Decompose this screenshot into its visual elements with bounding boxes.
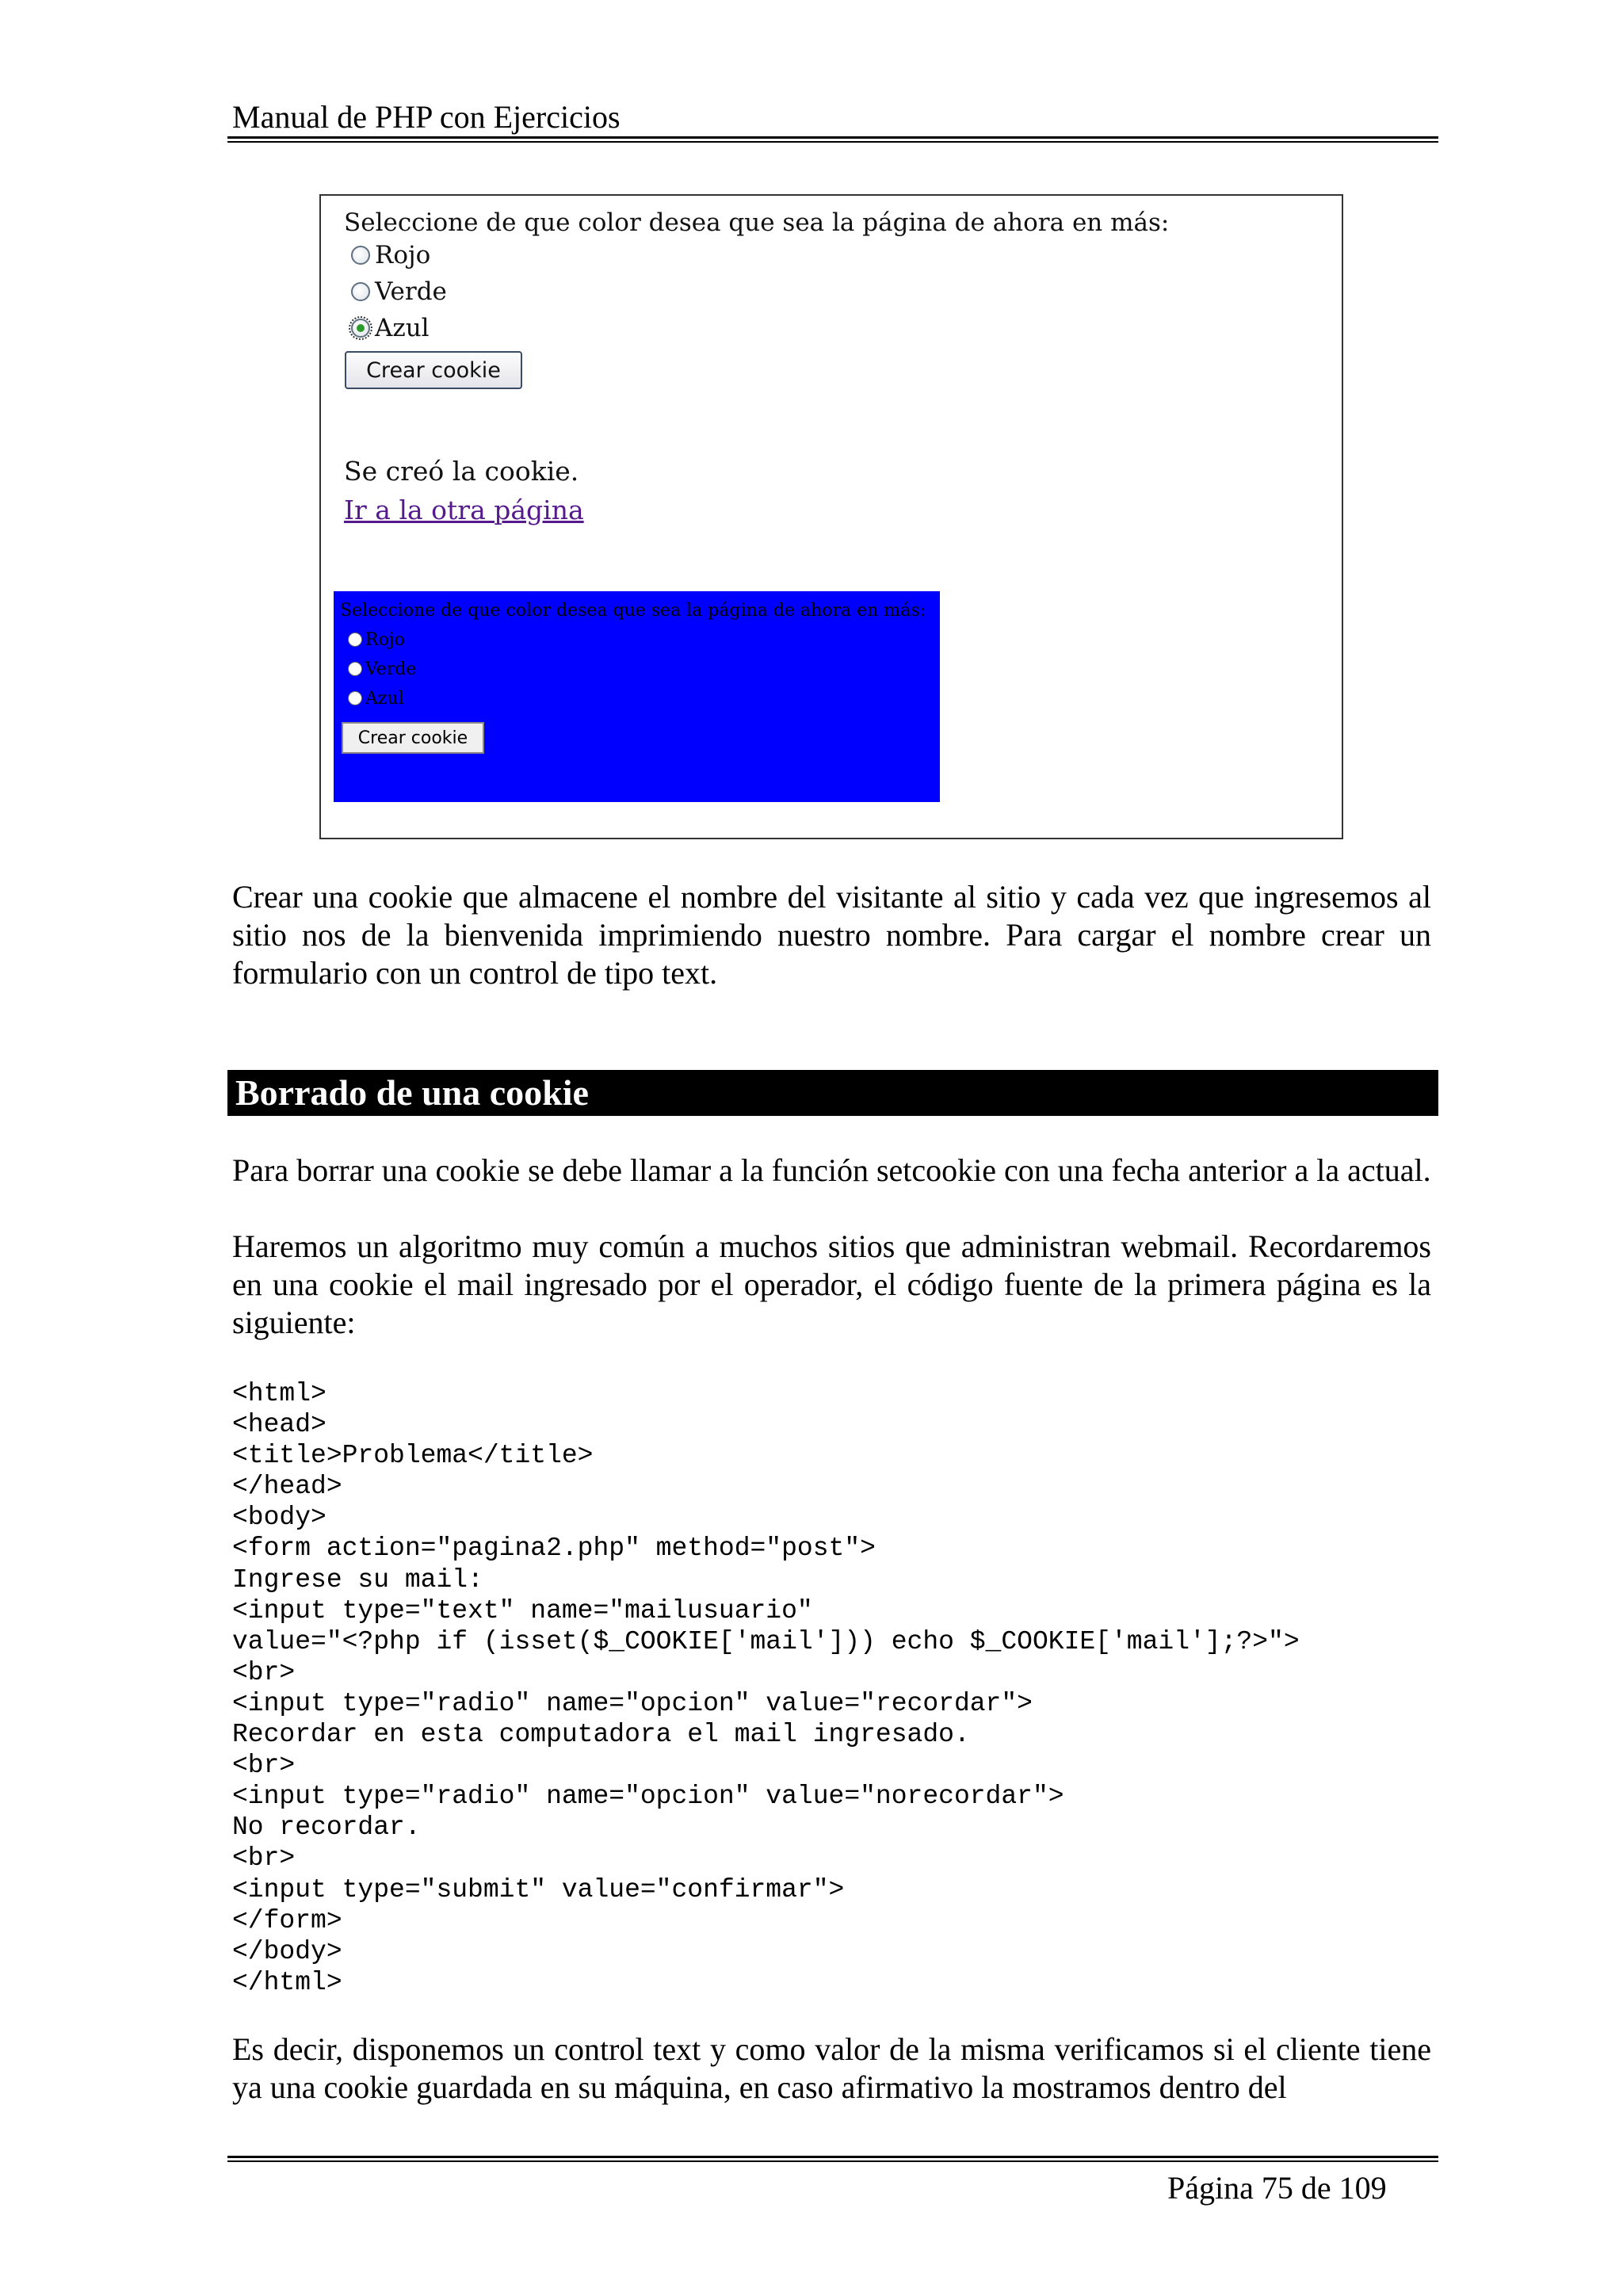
running-header: Manual de PHP con Ejercicios: [232, 99, 621, 135]
radio-button[interactable]: [348, 691, 362, 705]
radio-option-azul-small[interactable]: [348, 686, 404, 710]
radio-label: Verde: [365, 659, 417, 679]
radio-option-verde[interactable]: [351, 276, 447, 308]
create-cookie-button-small[interactable]: Crear cookie: [342, 722, 484, 754]
radio-option-rojo[interactable]: [351, 239, 430, 271]
closing-paragraph: Es decir, disponemos un control text y como valor de la misma verificamos si el cliente tiene ya una cookie guardada en su máquina, en caso afirmativo la mostramos dentro del: [232, 2031, 1431, 2105]
radio-label: Rojo: [365, 629, 405, 650]
radio-label: Rojo: [375, 241, 431, 269]
code-listing: <html> <head> <title>Problema</title> </head> <body> <form action="pagina2.php" method="post"> Ingrese su mail: <input type="text" name="mailusuario" value="<?php if (isset($_COOKIE['mail'])) echo $_COOKIE['mail'];?>"> <br> <input type="radio" name="opcion" value="recordar"> Recordar en esta computadora el mail ingresado. <br> <input type="radio" name="opcion" value="norecordar"> No recordar. <br> <input type="submit" value="confirmar"> </form> </body> </html>: [232, 1379, 1300, 1997]
radio-button[interactable]: [348, 632, 362, 647]
radio-option-verde-small[interactable]: [348, 657, 417, 681]
create-cookie-button[interactable]: Crear cookie: [345, 351, 522, 389]
intro-paragraph-2: Haremos un algoritmo muy común a muchos sitios que administran webmail. Recordaremos en una cookie el mail ingresado por el operador, el código fuente de la primera página es la siguiente:: [232, 1228, 1431, 1340]
section-heading: Borrado de una cookie: [227, 1070, 1438, 1116]
radio-option-rojo-small[interactable]: [348, 628, 405, 651]
color-question-small: Seleccione de que color desea que sea la página de ahora en más:: [340, 601, 926, 621]
footer-rule: [227, 2156, 1438, 2162]
radio-option-azul[interactable]: [351, 312, 430, 344]
header-rule: [227, 136, 1438, 143]
other-page-link[interactable]: Ir a la otra página: [344, 495, 584, 525]
browser-screenshot: [319, 194, 1343, 839]
radio-label: Verde: [375, 277, 447, 306]
exercise-paragraph: Crear una cookie que almacene el nombre del visitante al sitio y cada vez que ingresemos al sitio nos de la bienvenida imprimiendo nuestro nombre. Para cargar el nombre crear un formulario con un control de tipo text.: [232, 879, 1431, 991]
radio-button-checked[interactable]: [351, 319, 370, 338]
radio-label: Azul: [375, 314, 430, 342]
radio-button[interactable]: [351, 282, 370, 301]
blue-page-preview: [334, 591, 940, 802]
radio-label: Azul: [365, 688, 404, 709]
cookie-created-message: Se creó la cookie.: [344, 456, 579, 487]
radio-button[interactable]: [351, 246, 370, 265]
radio-button[interactable]: [348, 662, 362, 676]
page-number: Página 75 de 109: [1167, 2170, 1387, 2206]
intro-paragraph-1: Para borrar una cookie se debe llamar a la función setcookie con una fecha anterior a la actual.: [232, 1152, 1431, 1188]
color-question: Seleccione de que color desea que sea la página de ahora en más:: [344, 208, 1170, 237]
